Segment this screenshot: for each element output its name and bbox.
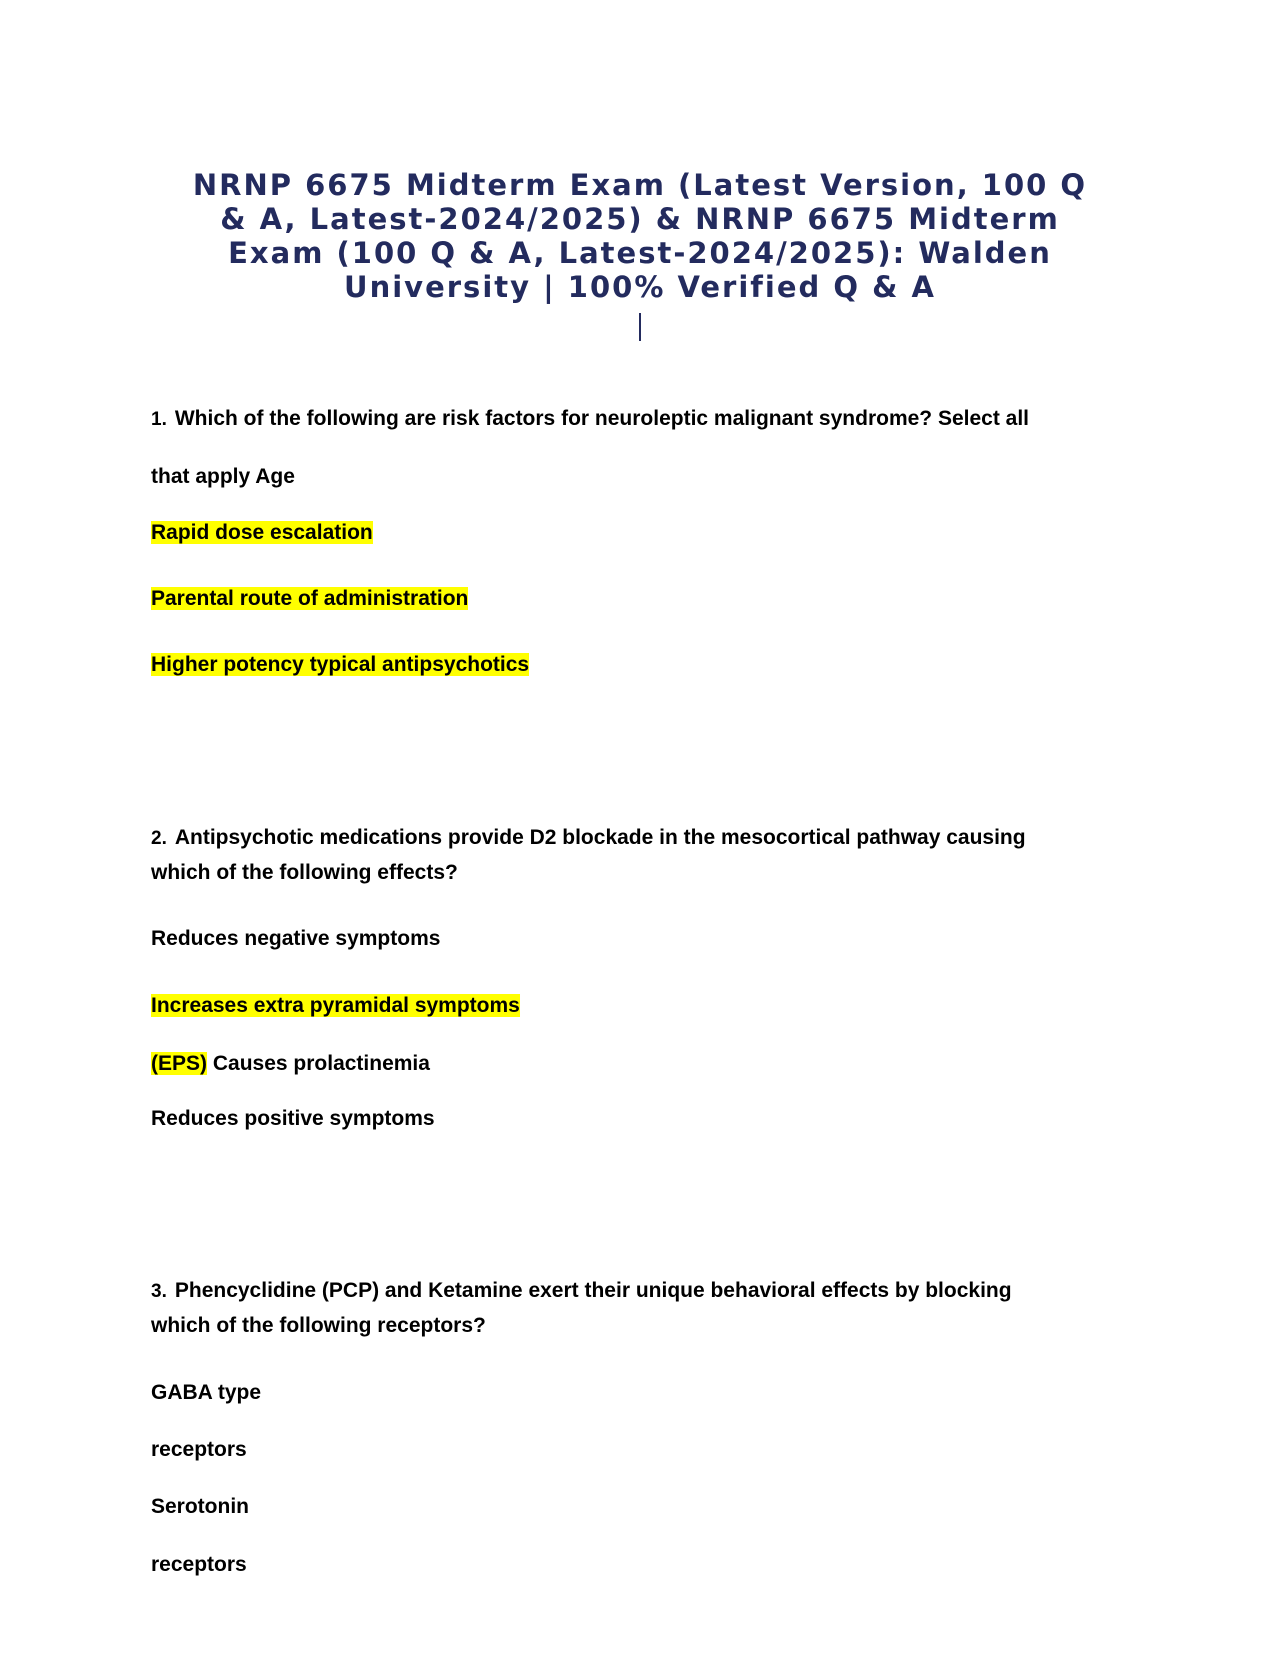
question-text: which of the following effects? xyxy=(151,861,458,884)
answer-option xyxy=(151,1051,430,1077)
answer-option xyxy=(151,1380,261,1406)
answer-text: Reduces positive symptoms xyxy=(151,1107,435,1130)
question-1-stem xyxy=(151,406,1029,433)
answer-option xyxy=(151,926,440,952)
question-text: Antipsychotic medications provide D2 blockade in the mesocortical pathway causing xyxy=(174,826,1026,849)
question-1-stem-continued xyxy=(151,464,295,490)
highlighted-answer: Higher potency typical antipsychotics xyxy=(151,653,530,676)
answer-text: receptors xyxy=(151,1438,247,1461)
question-number: 1. xyxy=(151,409,167,430)
highlighted-answer: Parental route of administration xyxy=(151,587,469,610)
question-2-stem-continued xyxy=(151,860,458,886)
answer-option xyxy=(151,586,468,612)
question-text: which of the following receptors? xyxy=(151,1314,486,1337)
question-number: 2. xyxy=(151,828,167,849)
title-line: NRNP 6675 Midterm Exam (Latest Version, 100 Q xyxy=(192,168,1088,202)
question-2-stem xyxy=(151,825,1026,852)
answer-option xyxy=(151,1437,247,1463)
answer-text: Causes prolactinemia xyxy=(212,1052,430,1075)
title-line: University | 100% Verified Q & A xyxy=(344,270,936,304)
question-text: Phencyclidine (PCP) and Ketamine exert their unique behavioral effects by blocking xyxy=(174,1279,1012,1302)
answer-option xyxy=(151,1552,247,1578)
answer-text: GABA type xyxy=(151,1381,262,1404)
document-title xyxy=(140,168,1140,304)
answer-text: Serotonin xyxy=(151,1495,249,1518)
answer-text: receptors xyxy=(151,1553,247,1576)
title-line: & A, Latest-2024/2025) & NRNP 6675 Midterm xyxy=(220,202,1060,236)
answer-text: Reduces negative symptoms xyxy=(151,927,441,950)
title-line: Exam (100 Q & A, Latest-2024/2025): Walden xyxy=(228,236,1052,270)
question-text: that apply Age xyxy=(151,465,295,488)
question-3-stem-continued xyxy=(151,1313,486,1339)
text-cursor xyxy=(639,313,641,341)
highlighted-answer: Increases extra pyramidal symptoms xyxy=(151,994,520,1017)
question-text: Which of the following are risk factors for neuroleptic malignant syndrome? Select all xyxy=(174,407,1030,430)
highlighted-answer: Rapid dose escalation xyxy=(151,521,373,544)
answer-option xyxy=(151,1494,249,1520)
question-number: 3. xyxy=(151,1281,167,1302)
answer-option xyxy=(151,520,373,546)
answer-option xyxy=(151,1106,435,1132)
highlighted-answer: (EPS) xyxy=(151,1052,208,1075)
answer-option xyxy=(151,993,520,1019)
answer-option xyxy=(151,652,529,678)
question-3-stem xyxy=(151,1278,1012,1305)
